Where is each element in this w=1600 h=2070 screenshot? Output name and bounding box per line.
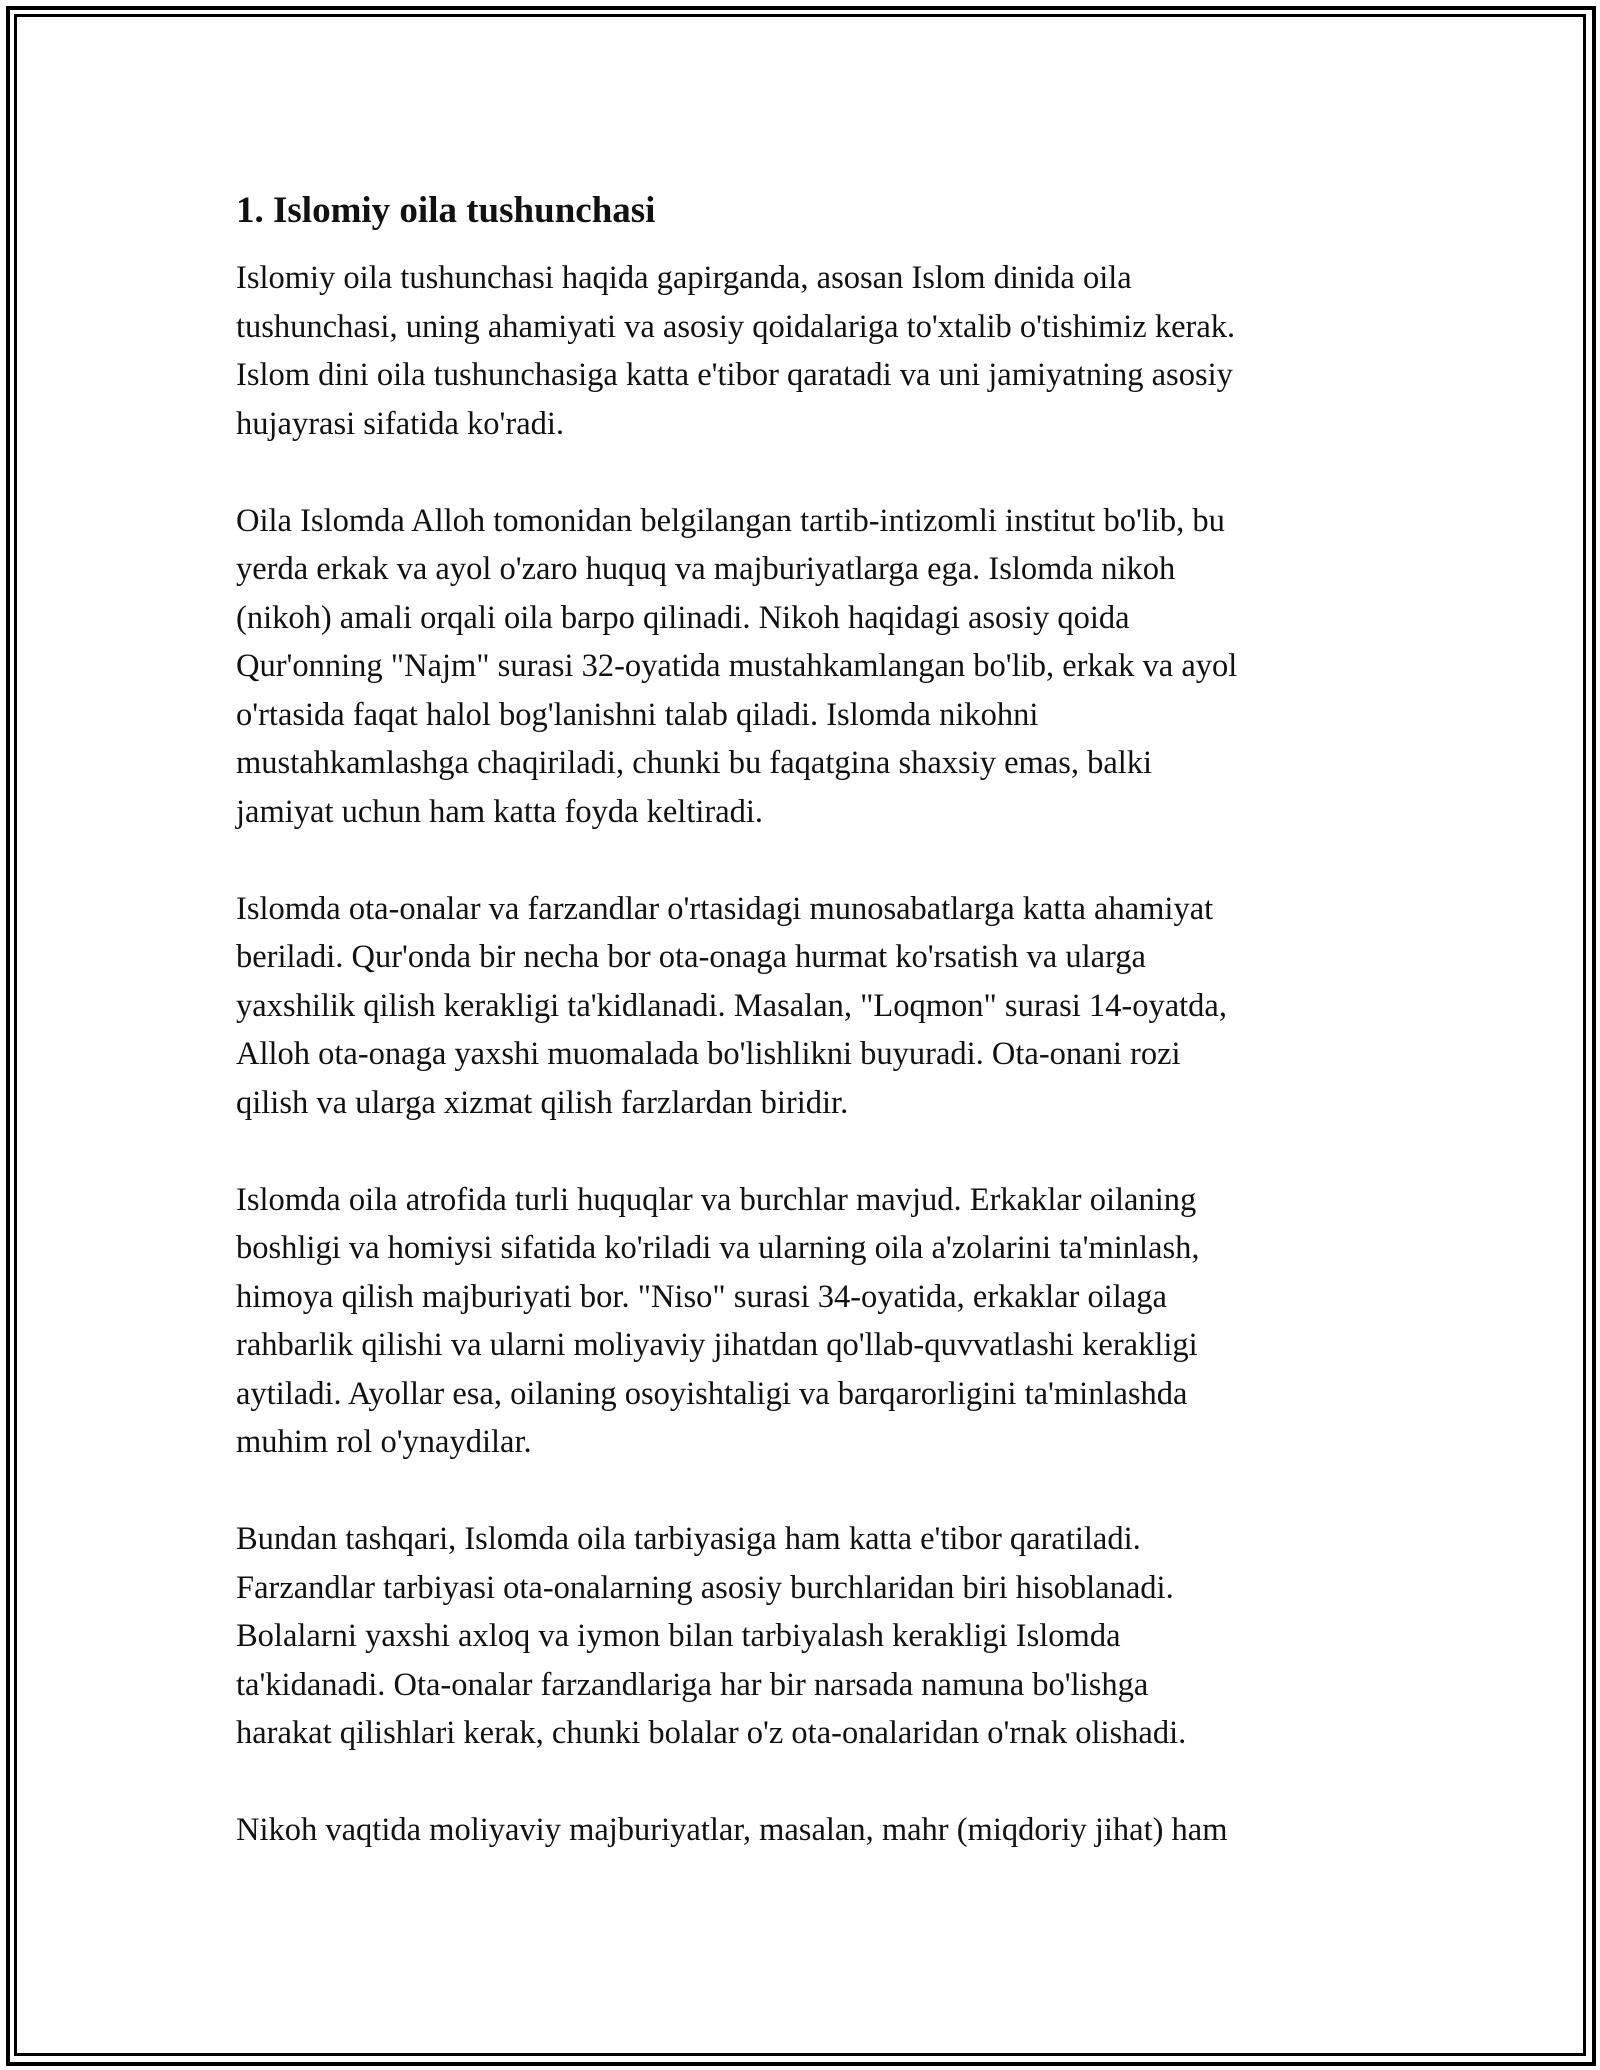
paragraph-line: yaxshilik qilish kerakligi ta'kidlanadi. Masalan, "Loqmon" surasi 14-oyatda, — [236, 987, 1227, 1024]
paragraph-list — [236, 254, 1376, 1855]
paragraph-line: qilish va ularga xizmat qilish farzlardan biridir. — [236, 1084, 849, 1121]
body-paragraph — [236, 885, 1376, 1128]
paragraph-line: Islom dini oila tushunchasiga katta e'tibor qaratadi va uni jamiyatning asosiy — [236, 357, 1233, 393]
paragraph-line: mustahkamlashga chaqiriladi, chunki bu faqatgina shaxsiy emas, balki — [236, 745, 1153, 781]
section-heading: 1. Islomiy oila tushunchasi — [236, 190, 656, 231]
paragraph-line: Qur'onning "Najm" surasi 32-oyatida mustahkamlangan bo'lib, erkak va ayol — [236, 648, 1238, 684]
paragraph-line: muhim rol o'ynaydilar. — [236, 1424, 532, 1460]
body-paragraph — [236, 254, 1376, 448]
paragraph-line: tushunchasi, uning ahamiyati va asosiy qoidalariga to'xtalib o'tishimiz kerak. — [236, 308, 1236, 345]
body-paragraph — [236, 1176, 1376, 1467]
paragraph-line: o'rtasida faqat halol bog'lanishni talab qiladi. Islomda nikohni — [236, 696, 1039, 733]
paragraph-line: harakat qilishlari kerak, chunki bolalar o'z ota-onalaridan o'rnak olishadi. — [236, 1715, 1187, 1751]
paragraph-line: boshligi va homiysi sifatida ko'riladi va ularning oila a'zolarini ta'minlash, — [236, 1230, 1200, 1266]
paragraph-line: jamiyat uchun ham katta foyda keltiradi. — [236, 793, 764, 830]
paragraph-line: (nikoh) amali orqali oila barpo qilinadi. Nikoh haqidagi asosiy qoida — [236, 599, 1130, 636]
body-paragraph — [236, 1515, 1376, 1758]
paragraph-line: Oila Islomda Alloh tomonidan belgilangan tartib-intizomli institut bo'lib, bu — [236, 502, 1225, 539]
paragraph-line: Islomiy oila tushunchasi haqida gapirganda, asosan Islom dinida oila — [236, 260, 1132, 296]
paragraph-line: hujayrasi sifatida ko'radi. — [236, 405, 565, 442]
paragraph-line: Bolalarni yaxshi axloq va iymon bilan tarbiyalash kerakligi Islomda — [236, 1618, 1121, 1654]
paragraph-line: ta'kidanadi. Ota-onalar farzandlariga har bir narsada namuna bo'lishga — [236, 1666, 1149, 1703]
paragraph-line: beriladi. Qur'onda bir necha bor ota-onaga hurmat ko'rsatish va ularga — [236, 939, 1146, 975]
document-body — [236, 186, 1376, 1903]
paragraph-line: Nikoh vaqtida moliyaviy majburiyatlar, masalan, mahr (miqdoriy jihat) ham — [236, 1812, 1228, 1848]
paragraph-line: himoya qilish majburiyati bor. "Niso" surasi 34-oyatida, erkaklar oilaga — [236, 1278, 1167, 1315]
paragraph-line: Islomda oila atrofida turli huquqlar va burchlar mavjud. Erkaklar oilaning — [236, 1181, 1197, 1218]
paragraph-line: rahbarlik qilishi va ularni moliyaviy jihatdan qo'llab-quvvatlashi kerakligi — [236, 1327, 1198, 1363]
paragraph-line: Farzandlar tarbiyasi ota-onalarning asosiy burchlaridan biri hisoblanadi. — [236, 1569, 1174, 1606]
paragraph-line: aytiladi. Ayollar esa, oilaning osoyishtaligi va barqarorligini ta'minlashda — [236, 1375, 1188, 1412]
paragraph-line: Islomda ota-onalar va farzandlar o'rtasidagi munosabatlarga katta ahamiyat — [236, 890, 1214, 927]
paragraph-line: Alloh ota-onaga yaxshi muomalada bo'lishlikni buyuradi. Ota-onani rozi — [236, 1036, 1181, 1072]
body-paragraph — [236, 497, 1376, 837]
body-paragraph — [236, 1806, 1376, 1855]
paragraph-line: Bundan tashqari, Islomda oila tarbiyasiga ham katta e'tibor qaratiladi. — [236, 1521, 1141, 1557]
paragraph-line: yerda erkak va ayol o'zaro huquq va majburiyatlarga ega. Islomda nikoh — [236, 551, 1176, 587]
